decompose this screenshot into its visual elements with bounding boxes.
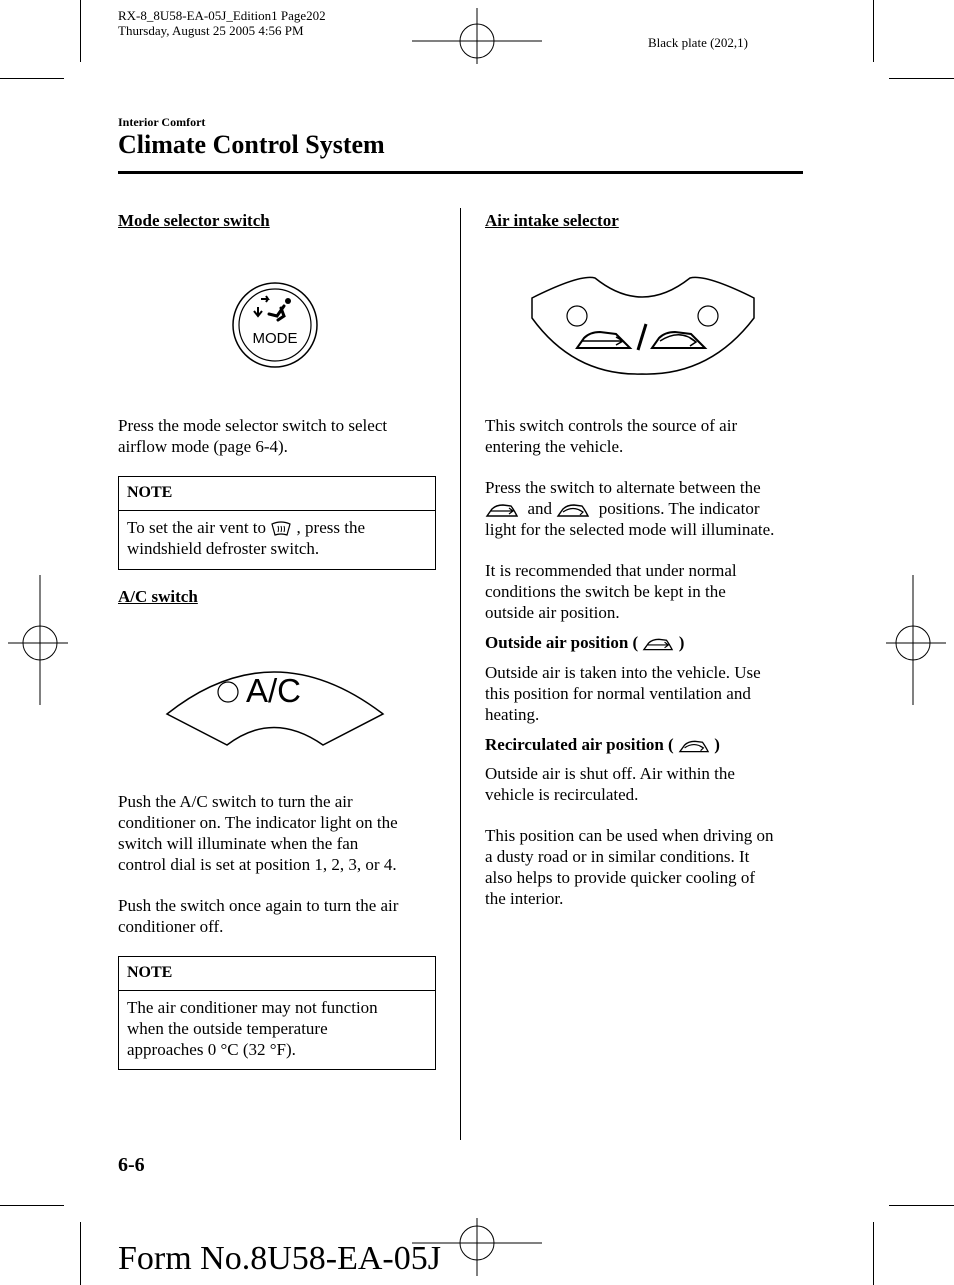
intake-paragraph-2: Press the switch to alternate between the and positions. The indicator light for the selected mode will illuminate. [485,478,775,540]
registration-target-icon [412,6,542,66]
intake-paragraph-4: This position can be used when driving on a dusty road or in similar conditions. It also helps to provide quicker cooling of the interior. [485,826,774,908]
recirculated-air-heading: Recirculated air position ( ) [485,735,720,754]
mode-selector-heading: Mode selector switch [118,211,270,230]
crop-mark [873,0,874,62]
ac-paragraph-2: Push the switch once again to turn the air conditioner off. [118,896,399,936]
mode-button-icon [232,282,318,368]
air-intake-heading: Air intake selector [485,211,619,230]
crop-mark [0,1205,64,1206]
ac-switch-heading: A/C switch [118,587,198,606]
outside-air-icon [642,635,674,653]
note-box [118,476,436,570]
page-number: 6-6 [118,1154,145,1176]
ac-paragraph-1: Push the A/C switch to turn the air conditioner on. The indicator light on the switch will illuminate when the fan control dial is set at position 1, 2, 3, or 4. [118,792,398,874]
print-meta [118,8,326,38]
note-heading: NOTE [119,957,435,991]
outside-air-heading: Outside air position ( ) [485,633,685,652]
recirculated-air-text: Outside air is shut off. Air within the vehicle is recirculated. [485,764,735,804]
registration-target-icon [6,575,70,705]
print-meta-line1: RX-8_8U58-EA-05J_Edition1 Page202 [118,8,326,23]
crop-mark [80,1222,81,1285]
air-intake-selector-icon [530,268,756,376]
ac-button-label: A/C [246,672,302,709]
plate-label: Black plate (202,1) [648,35,748,50]
crop-mark [0,78,64,79]
registration-target-icon [884,575,948,705]
page-title: Climate Control System [118,130,385,159]
section-label: Interior Comfort [118,115,206,129]
defroster-vent-icon [270,520,292,538]
outside-air-icon [485,501,519,519]
crop-mark [889,1205,954,1206]
mode-button-label: MODE [252,330,298,347]
form-number: Form No.8U58-EA-05J [118,1240,441,1277]
mode-text: Press the mode selector switch to select airflow mode (page 6-4). [118,416,388,456]
crop-mark [80,0,81,62]
recirculated-air-icon [556,501,590,519]
column-divider [460,208,461,1140]
print-meta-line2: Thursday, August 25 2005 4:56 PM [118,23,304,38]
title-rule [118,171,803,174]
crop-mark [873,1222,874,1285]
ac-button-icon [163,650,387,750]
crop-mark [889,78,954,79]
intake-paragraph-3: It is recommended that under normal conditions the switch be kept in the outside air position. [485,561,737,622]
note-body: The air conditioner may not function when the outside temperature approaches 0 °C (32 °F). [127,998,378,1059]
recirculated-air-icon [678,737,710,755]
note-heading: NOTE [119,477,435,511]
outside-air-text: Outside air is taken into the vehicle. Use this position for normal ventilation and heating. [485,663,761,724]
intake-paragraph-1: This switch controls the source of air entering the vehicle. [485,416,738,456]
note-box [118,956,436,1070]
note-body: To set the air vent to , press the windshield defroster switch. [127,518,365,559]
